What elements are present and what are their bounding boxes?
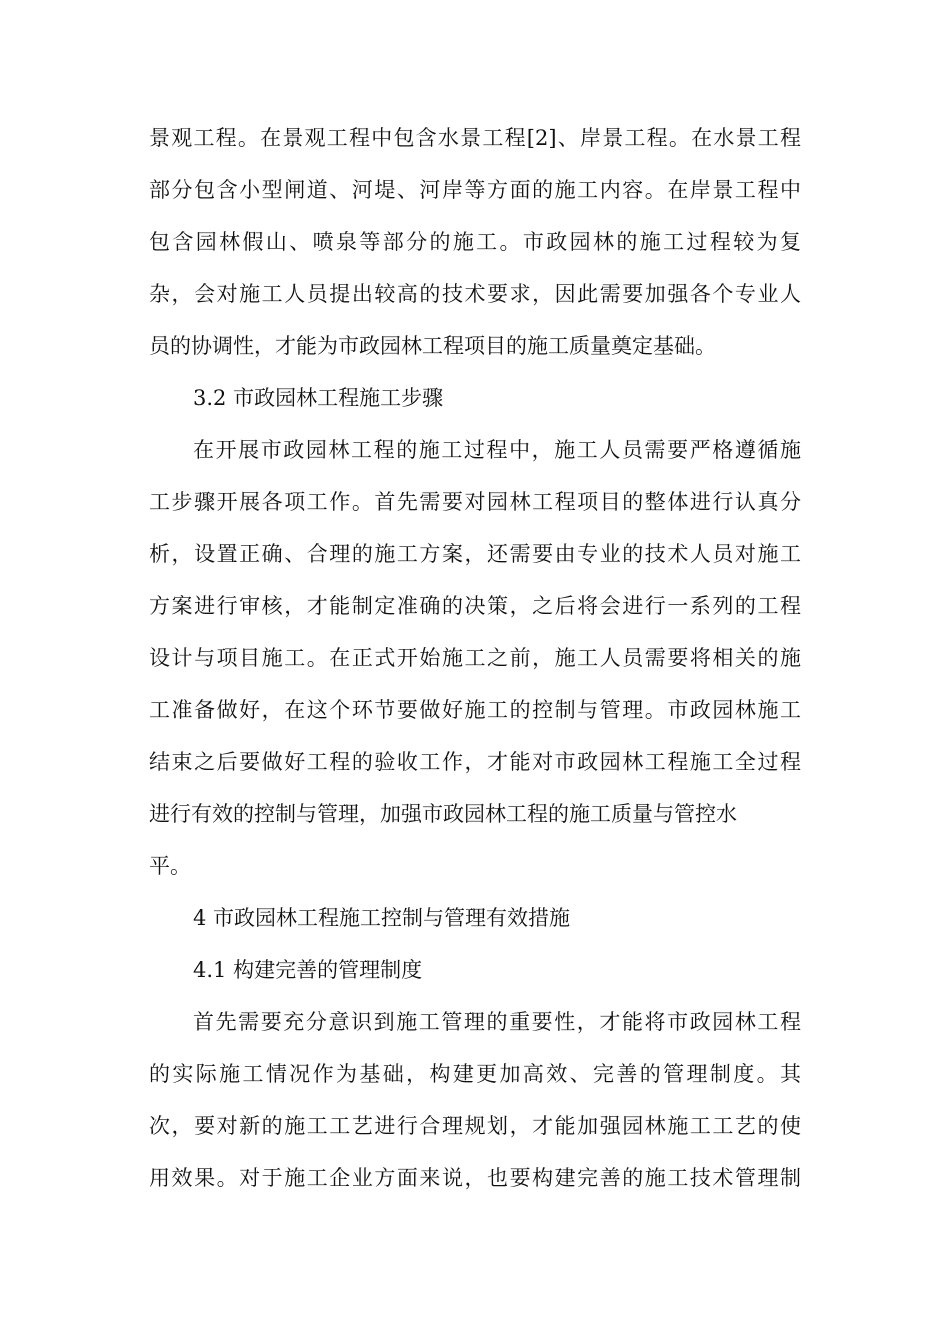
heading-text: 3.2 市政园林工程施工步骤 xyxy=(193,386,444,410)
paragraph-landscape-engineering xyxy=(149,112,801,372)
text-line: 在开展市政园林工程的施工过程中，施工人员需要严格遵循施 xyxy=(193,438,801,462)
text-line: 包含园林假山、喷泉等部分的施工。市政园林的施工过程较为复 xyxy=(149,230,801,254)
text-line: 方案进行审核，才能制定准确的决策，之后将会进行一系列的工程 xyxy=(149,594,801,618)
section-heading-4 xyxy=(149,892,801,944)
paragraph-construction-steps xyxy=(149,424,801,892)
text-line: 员的协调性，才能为市政园林工程项目的施工质量奠定基础。 xyxy=(149,334,716,358)
text-line: 平。 xyxy=(149,854,191,878)
text-line: 进行有效的控制与管理，加强市政园林工程的施工质量与管控水 xyxy=(149,802,737,826)
text-line: 设计与项目施工。在正式开始施工之前，施工人员需要将相关的施 xyxy=(149,646,801,670)
section-heading-3-2 xyxy=(149,372,801,424)
text-line: 杂，会对施工人员提出较高的技术要求，因此需要加强各个专业人 xyxy=(149,282,801,306)
text-line: 首先需要充分意识到施工管理的重要性，才能将市政园林工程 xyxy=(193,1010,801,1034)
text-line: 结束之后要做好工程的验收工作，才能对市政园林工程施工全过程 xyxy=(149,750,801,774)
text-line: 次，要对新的施工工艺进行合理规划，才能加强园林施工工艺的使 xyxy=(149,1114,801,1138)
text-line: 的实际施工情况作为基础，构建更加高效、完善的管理制度。其 xyxy=(149,1062,801,1086)
text-line: 工准备做好，在这个环节要做好施工的控制与管理。市政园林施工 xyxy=(149,698,801,722)
text-line: 工步骤开展各项工作。首先需要对园林工程项目的整体进行认真分 xyxy=(149,490,801,514)
heading-text: 4 市政园林工程施工控制与管理有效措施 xyxy=(193,906,571,930)
heading-text: 4.1 构建完善的管理制度 xyxy=(193,958,423,982)
text-line: 景观工程。在景观工程中包含水景工程[2]、岸景工程。在水景工程 xyxy=(149,126,801,150)
paragraph-management-system xyxy=(149,996,801,1204)
text-line: 析，设置正确、合理的施工方案，还需要由专业的技术人员对施工 xyxy=(149,542,801,566)
text-line: 部分包含小型闸道、河堤、河岸等方面的施工内容。在岸景工程中 xyxy=(149,178,801,202)
document-page xyxy=(149,112,801,1204)
text-line: 用效果。对于施工企业方面来说，也要构建完善的施工技术管理制 xyxy=(149,1166,801,1190)
section-heading-4-1 xyxy=(149,944,801,996)
